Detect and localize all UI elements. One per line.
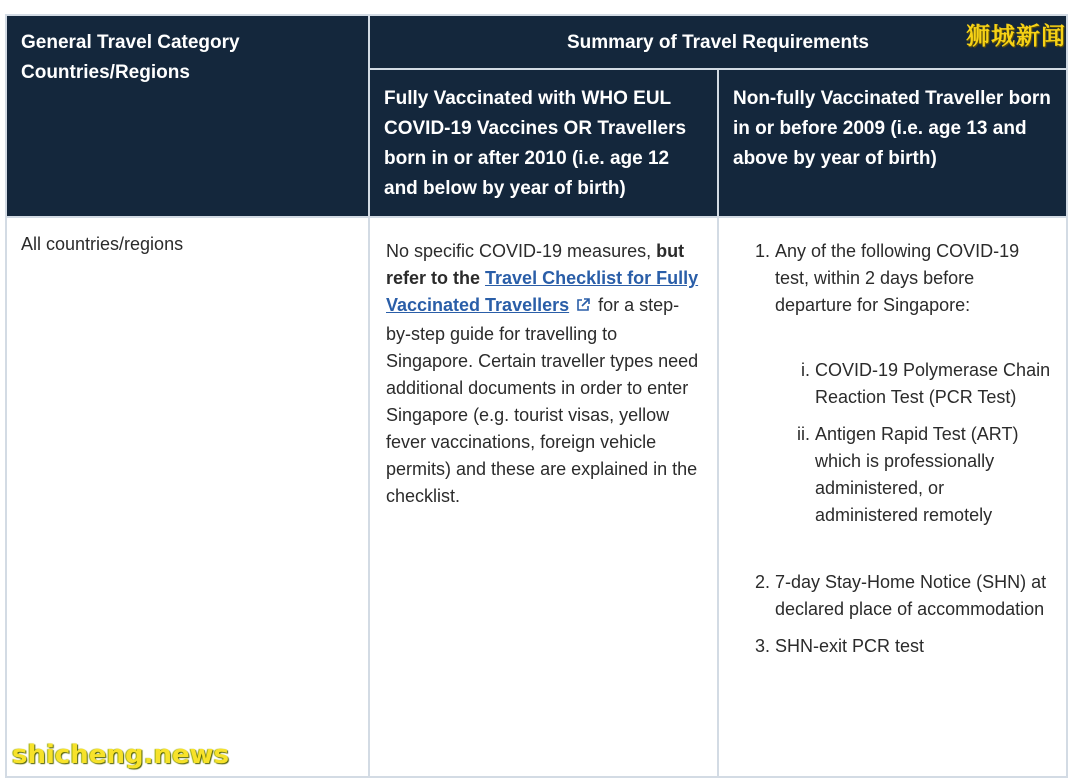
watermark-chinese: 狮城新闻 xyxy=(966,22,1066,50)
cell-category xyxy=(6,217,369,777)
header-summary xyxy=(369,15,1067,69)
cell-fully-vaccinated xyxy=(369,217,718,777)
header-col1-text: General Travel Category Countries/Regions xyxy=(21,32,240,83)
watermark-english: shicheng.news xyxy=(12,740,230,770)
external-link-icon[interactable] xyxy=(575,294,591,321)
travel-requirements-table xyxy=(5,14,1068,778)
fully-vaccinated-intro: No specific COVID-19 measures, xyxy=(386,241,657,261)
header-general-travel-category xyxy=(6,15,369,217)
travel-checklist-link[interactable]: Travel Checklist for Fully Vaccinated Travellers xyxy=(386,268,699,315)
requirement-item-1 xyxy=(775,238,1052,529)
header-col2-text: Fully Vaccinated with WHO EUL COVID-19 Vaccines OR Travellers born in or after 2010 (i.e. age 12 and below by year of birth) xyxy=(384,88,687,199)
fully-vaccinated-after-link: for a step-by-step guide for travelling to Singapore. Certain traveller types need additional documents in order to enter Singapore (e.g. tourist visas, yellow fever vaccinations, foreign vehicle permits) and these are explained in the checklist. xyxy=(386,295,699,506)
header-non-fully-vaccinated xyxy=(718,69,1067,217)
test-option-art: ii. Antigen Rapid Test (ART) which is professionally administered, or administered remotely xyxy=(815,421,1052,529)
test-options-list xyxy=(775,357,1052,529)
requirement-item-1-text: Any of the following COVID-19 test, within 2 days before departure for Singapore: xyxy=(775,241,1020,315)
header-summary-text: Summary of Travel Requirements xyxy=(567,32,869,53)
category-text: All countries/regions xyxy=(21,234,184,254)
requirement-item-2: 2. 7-day Stay-Home Notice (SHN) at declared place of accommodation xyxy=(775,569,1052,623)
requirements-list xyxy=(735,238,1052,660)
requirement-item-3: 3. SHN-exit PCR test xyxy=(775,633,1052,660)
header-fully-vaccinated xyxy=(369,69,718,217)
test-option-pcr: i. COVID-19 Polymerase Chain Reaction Test (PCR Test) xyxy=(815,357,1052,411)
cell-non-fully-vaccinated xyxy=(718,217,1067,777)
fully-vaccinated-bold: but refer to the xyxy=(386,241,685,288)
header-col3-text: Non-fully Vaccinated Traveller born in or before 2009 (i.e. age 13 and above by year of birth) xyxy=(733,88,1051,169)
table-row xyxy=(6,217,1067,777)
